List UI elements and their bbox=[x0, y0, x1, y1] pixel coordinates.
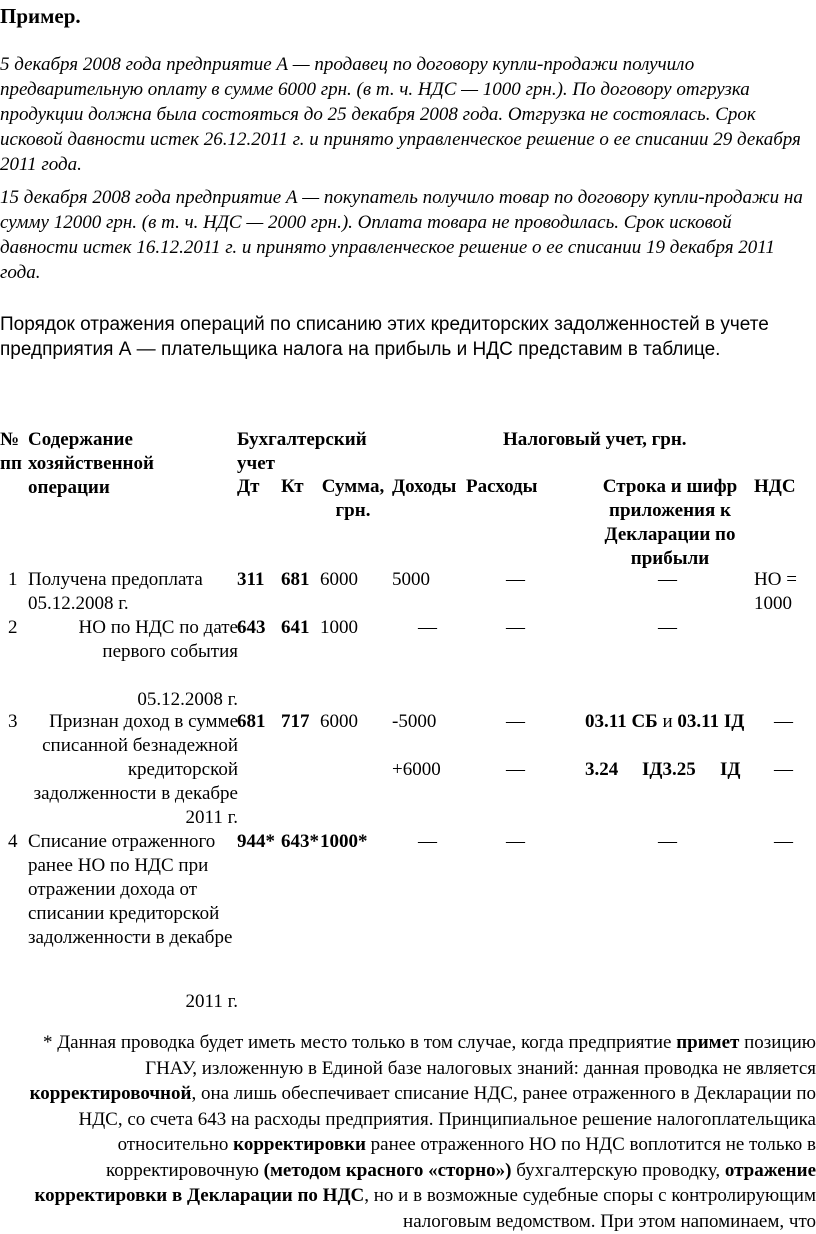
declaration-code: 3.24 bbox=[585, 759, 619, 780]
row-sum: 1000* bbox=[320, 831, 368, 852]
row-expenses: — bbox=[506, 617, 525, 638]
header-expenses: Расходы bbox=[466, 476, 538, 497]
row-num: 3 bbox=[8, 711, 18, 732]
row-expenses: — bbox=[506, 569, 525, 590]
declaration-code: 03.11 СБ bbox=[585, 711, 658, 732]
footnote-text: , она лишь обеспечивает списание НДС, ранее отраженного в Декларации по НДС, со счета 643 на расходы предприятия. Принципиальное решение налогоплательщика относительно bbox=[78, 1083, 816, 1155]
header-accounting: Бухгалтерский учет bbox=[237, 429, 367, 474]
header-content: Содержание хозяйственной операции bbox=[28, 429, 154, 498]
row-kt: 641 bbox=[281, 617, 310, 638]
row-dt: 681 bbox=[237, 711, 266, 732]
row-num: 2 bbox=[8, 617, 18, 638]
row-sum: 6000 bbox=[320, 711, 358, 732]
row-expenses: — bbox=[506, 831, 525, 852]
row-num: 4 bbox=[8, 831, 18, 852]
declaration-code: ІД3.25 bbox=[642, 759, 696, 780]
row-income: 5000 bbox=[392, 569, 430, 590]
row-content: НО по НДС по дате первого события bbox=[78, 617, 238, 662]
row-kt: 643* bbox=[281, 831, 319, 852]
example-paragraph-seller: 5 декабря 2008 года предприятие А — продавец по договору купли-продажи получило предварительную оплату в сумме 6000 грн. (в т. ч. НДС — 1000 грн.). По договору отгрузка продукции должна была состояться до 25 декабря 2008 года. Отгрузка не состоялась. Срок исковой давности истек 26.12.2011 г. и принято управленческое решение о ее списании 29 декабря 2011 года. bbox=[0, 54, 801, 175]
declaration-conjunction: и bbox=[662, 711, 673, 732]
header-vat: НДС bbox=[754, 476, 796, 497]
row-vat: — bbox=[774, 711, 793, 732]
row-expenses-2: — bbox=[506, 759, 525, 780]
header-sum: Сумма, грн. bbox=[321, 476, 385, 521]
header-declaration: Строка и шифр приложения к Декларации по прибыли bbox=[602, 476, 738, 569]
declaration-code: 03.11 ІД bbox=[677, 711, 745, 732]
row-income: — bbox=[418, 831, 437, 852]
row-vat: НО = 1000 bbox=[754, 569, 797, 614]
row-income: — bbox=[418, 617, 437, 638]
footnote-emphasis: корректировки bbox=[233, 1134, 366, 1155]
header-tax: Налоговый учет, грн. bbox=[503, 429, 687, 450]
page-title: Пример. bbox=[0, 4, 81, 28]
row-expenses: — bbox=[506, 711, 525, 732]
footnote-text: * Данная проводка будет иметь место только в том случае, когда предприятие bbox=[42, 1032, 677, 1053]
row-declaration bbox=[585, 710, 755, 734]
row-content: Списание отраженного ранее НО по НДС при отражении дохода от списании кредиторской задолженности в декабре bbox=[28, 831, 233, 948]
row-income-minus: -5000 bbox=[392, 711, 437, 732]
row-declaration: — bbox=[658, 617, 677, 638]
row-dt: 944* bbox=[237, 831, 275, 852]
row-kt: 681 bbox=[281, 569, 310, 590]
row-num: 1 bbox=[8, 569, 18, 590]
row-content-year: 2011 г. bbox=[185, 991, 238, 1012]
header-income: Доходы bbox=[392, 476, 457, 497]
row-dt: 311 bbox=[237, 569, 265, 590]
footnote-text: ранее отраженного НО по НДС воплотится не только в корректировочную bbox=[105, 1134, 816, 1181]
declaration-code: ІД bbox=[720, 759, 741, 780]
row-declaration: — bbox=[658, 569, 677, 590]
row-content: Получена предоплата 05.12.2008 г. bbox=[28, 569, 203, 614]
footnote-emphasis: примет bbox=[676, 1032, 740, 1053]
footnote-text: , но и в возможные судебные споры с контролирующим налоговым ведомством. При этом напоминаем, что bbox=[364, 1185, 816, 1232]
row-content: Признан доход в сумме списанной безнадежной кредиторской задолженности в декабре 2011 г. bbox=[33, 711, 238, 828]
footnote-text: позицию ГНАУ, изложенную в Единой базе налоговых знаний: данная проводка не является bbox=[145, 1032, 816, 1079]
example-paragraph-buyer: 15 декабря 2008 года предприятие А — покупатель получило товар по договору купли-продажи на сумму 12000 грн. (в т. ч. НДС — 2000 грн.). Оплата товара не проводилась. Срок исковой давности истек 16.12.2011 г. и принято управленческое решение о ее списании 19 декабря 2011 года. bbox=[0, 187, 803, 283]
header-kt: Кт bbox=[281, 476, 304, 497]
footnote-text: бухгалтерскую проводку, bbox=[511, 1159, 725, 1181]
row-sum: 1000 bbox=[320, 617, 358, 638]
row-vat: — bbox=[774, 831, 793, 852]
footnote-emphasis: корректировочной bbox=[29, 1083, 192, 1104]
row-kt: 717 bbox=[281, 711, 310, 732]
row-income-plus: +6000 bbox=[392, 759, 441, 780]
header-num: № пп bbox=[0, 429, 22, 474]
row-dt: 643 bbox=[237, 617, 266, 638]
row-sum: 6000 bbox=[320, 569, 358, 590]
row-content-date: 05.12.2008 г. bbox=[137, 689, 238, 710]
footnote bbox=[0, 1030, 816, 1234]
footnote-emphasis: отражение корректировки в Декларации по НДС bbox=[34, 1159, 816, 1206]
intro-paragraph: Порядок отражения операций по списанию этих кредиторских задолженностей в учете предприятия А — плательщика налога на прибыль и НДС представим в таблице. bbox=[0, 314, 769, 360]
row-declaration: — bbox=[658, 831, 677, 852]
header-dt: Дт bbox=[237, 476, 260, 497]
row-vat-2: — bbox=[774, 759, 793, 780]
footnote-emphasis: (методом красного «сторно») bbox=[263, 1159, 512, 1181]
